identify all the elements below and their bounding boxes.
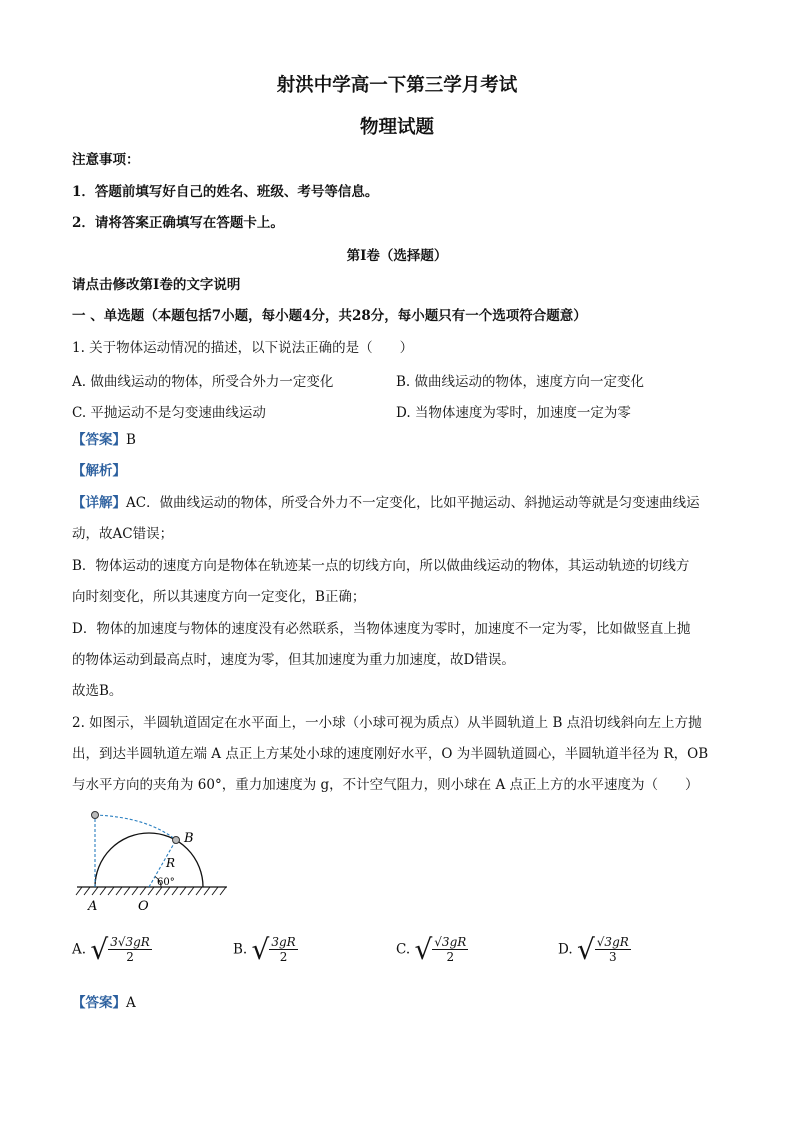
fraction-denominator: 3 [608, 950, 617, 964]
option-label: A. [72, 941, 87, 958]
fraction-denominator: 2 [446, 950, 455, 964]
notice-item: 2．请将答案正确填写在答题卡上。 [72, 215, 284, 231]
answer-value: B [126, 432, 136, 448]
q2-option-c [396, 933, 468, 966]
q1-option-a: A. 做曲线运动的物体，所受合外力一定变化 [72, 374, 334, 390]
fraction-numerator: √3gR [434, 935, 467, 949]
q1-detail-line: 动，故AC错误； [72, 526, 174, 542]
fraction-denominator: 2 [126, 950, 134, 964]
q1-detail-line [72, 493, 700, 513]
q1-detail-line: 向时刻变化，所以其速度方向一定变化，B正确； [72, 589, 366, 605]
option-label: D. [558, 941, 573, 958]
q2-figure [72, 805, 232, 915]
notice-item: 1．答题前填写好自己的姓名、班级、考号等信息。 [72, 184, 379, 200]
label-r: R [166, 856, 176, 870]
q1-stem: 1. 关于物体运动情况的描述，以下说法正确的是（ ） [72, 340, 414, 356]
q2-stem-line: 2. 如图示，半圆轨道固定在水平面上，一小球（小球可视为质点）从半圆轨道上 B 点沿切线斜向左上方抛 [72, 715, 702, 731]
answer-value: A [126, 995, 136, 1011]
sqrt-icon: √ [251, 933, 270, 966]
detail-label: 【详解】 [72, 495, 126, 511]
option-label: B. [233, 941, 248, 958]
sqrt-icon: √ [414, 933, 433, 966]
label-angle: 60° [157, 877, 175, 888]
q2-stem-line: 出，到达半圆轨道左端 A 点正上方某处小球的速度刚好水平，O 为半圆轨道圆心，半圆轨道半径为 R，OB [72, 746, 709, 762]
q2-option-d [558, 933, 631, 966]
exam-title: 射洪中学高一下第三学月考试 [276, 75, 518, 96]
q1-analysis-label [72, 461, 126, 481]
ball-b [173, 837, 180, 844]
label-o: O [138, 899, 149, 914]
notice-heading: 注意事项： [72, 152, 140, 168]
q1-option-d: D. 当物体速度为零时，加速度一定为零 [396, 405, 631, 421]
fraction [595, 935, 631, 964]
fraction [269, 935, 297, 964]
label-b: B [184, 831, 194, 846]
answer-label: 【答案】 [72, 995, 126, 1011]
ground-hatch [76, 887, 226, 895]
answer-label: 【答案】 [72, 432, 126, 448]
fraction-denominator: 2 [279, 950, 288, 964]
label-a: A [88, 899, 98, 914]
q1-option-c: C. 平抛运动不是匀变速曲线运动 [72, 405, 266, 421]
section-edit-note: 请点击修改第I卷的文字说明 [72, 277, 241, 293]
trajectory-curve [95, 815, 176, 840]
sqrt-icon: √ [576, 933, 595, 966]
ball-top [92, 812, 99, 819]
analysis-label: 【解析】 [72, 463, 126, 479]
q1-answer [72, 430, 136, 450]
q2-option-b [233, 933, 298, 966]
q1-detail-line: B．物体运动的速度方向是物体在轨迹某一点的切线方向，所以做曲线运动的物体，其运动轨迹的切线方 [72, 558, 690, 574]
fraction-numerator: √3gR [596, 935, 629, 949]
sqrt-icon: √ [90, 933, 109, 966]
q1-detail-line: D．物体的加速度与物体的速度没有必然联系，当物体速度为零时，加速度不一定为零，比如做竖直上抛 [72, 621, 691, 637]
exam-subtitle: 物理试题 [359, 117, 434, 138]
detail-text: AC．做曲线运动的物体，所受合外力不一定变化，比如平抛运动、斜抛运动等就是匀变速曲线运 [126, 495, 700, 511]
part-heading: 一 、单选题（本题包括7小题，每小题4分，共28分，每小题只有一个选项符合题意） [72, 308, 587, 324]
section-title: 第I卷（选择题） [346, 248, 448, 264]
fraction [108, 935, 152, 964]
q2-option-a [72, 933, 152, 966]
fraction [432, 935, 468, 964]
q2-answer [72, 993, 136, 1013]
fraction-numerator: 3gR [271, 935, 296, 949]
q2-stem-line: 与水平方向的夹角为 60°，重力加速度为 g，不计空气阻力，则小球在 A 点正上方的水平速度为（ ） [72, 777, 699, 793]
q1-detail-line: 的物体运动到最高点时，速度为零，但其加速度为重力加速度，故D错误。 [72, 652, 515, 668]
q1-detail-line: 故选B。 [72, 683, 123, 699]
fraction-numerator: 3√3gR [110, 935, 150, 949]
q1-option-b: B. 做曲线运动的物体，速度方向一定变化 [396, 374, 645, 390]
option-label: C. [396, 941, 411, 958]
